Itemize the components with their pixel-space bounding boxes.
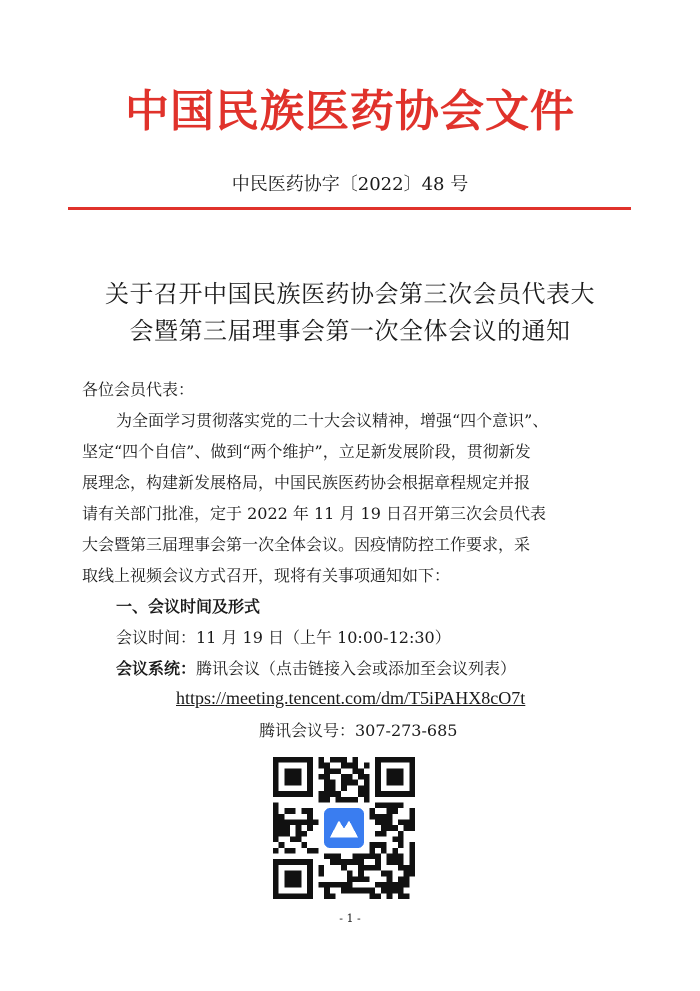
page-number: - 1 - (339, 912, 361, 925)
paragraph-line: 请有关部门批准，定于 2022 年 11 月 19 日召开第三次会员代表 (82, 504, 546, 523)
organization-title: 中国民族医药协会文件 (125, 86, 575, 137)
notice-title-line-2: 会暨第三届理事会第一次全体会议的通知 (129, 317, 571, 345)
meeting-id: 腾讯会议号：307-273-685 (259, 721, 458, 740)
tencent-meeting-logo-icon (324, 808, 364, 848)
notice-title (0, 276, 700, 350)
meeting-system-value: 腾讯会议（点击链接入会或添加至会议列表） (196, 659, 517, 678)
paragraph-line: 大会暨第三届理事会第一次全体会议。因疫情防控工作要求，采 (82, 535, 531, 554)
paragraph-line: 为全面学习贯彻落实党的二十大会议精神，增强“四个意识”、 (116, 411, 549, 430)
paragraph-line: 展理念，构建新发展格局，中国民族医药协会根据章程规定并报 (82, 473, 531, 492)
paragraph-line: 取线上视频会议方式召开，现将有关事项通知如下： (82, 566, 451, 585)
meeting-system (116, 653, 516, 684)
paragraph-line: 坚定“四个自信”、做到“两个维护”，立足新发展阶段，贯彻新发 (82, 442, 531, 461)
section-heading: 一、会议时间及形式 (116, 597, 261, 616)
salutation: 各位会员代表： (82, 380, 195, 399)
meeting-qr-code[interactable] (273, 757, 415, 899)
document-number: 中民医药协字〔2022〕48 号 (231, 174, 469, 195)
red-divider (68, 207, 631, 210)
notice-title-line-1: 关于召开中国民族医药协会第三次会员代表大 (105, 280, 595, 308)
meeting-time: 会议时间：11 月 19 日（上午 10:00-12:30） (116, 628, 451, 647)
meeting-link[interactable]: https://meeting.tencent.com/dm/T5iPAHX8cO7t (176, 688, 526, 708)
meeting-system-label: 会议系统： (116, 659, 197, 678)
